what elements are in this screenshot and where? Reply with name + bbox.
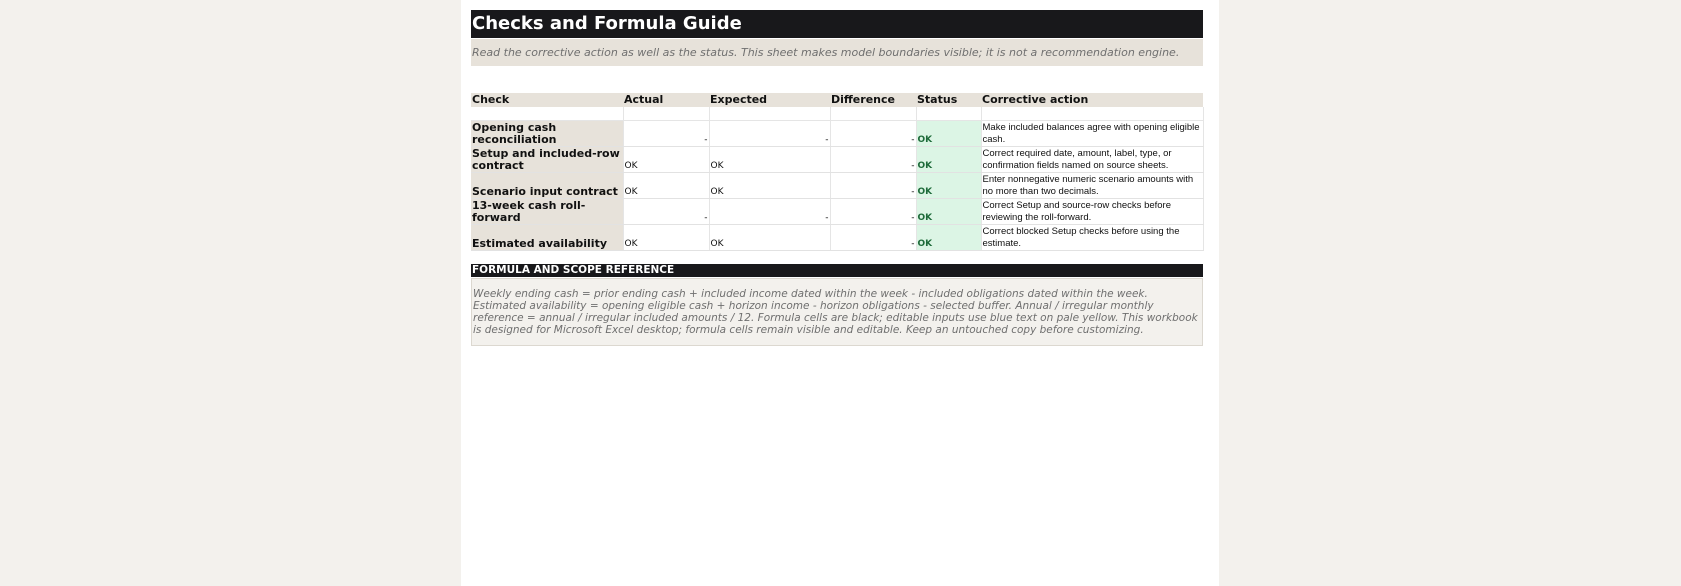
table-row (471, 120, 1203, 146)
check-name-cell[interactable]: Estimated availability (471, 224, 623, 250)
status-cell[interactable]: OK (916, 172, 981, 198)
expected-cell[interactable]: OK (709, 146, 830, 172)
actual-cell[interactable]: OK (623, 146, 709, 172)
status-cell[interactable]: OK (916, 146, 981, 172)
check-name-cell[interactable]: 13-week cash roll-forward (471, 198, 623, 224)
page-subtitle: Read the corrective action as well as the status. This sheet makes model boundaries visible; it is not a recommendation engine. (471, 39, 1203, 66)
difference-cell[interactable]: - (830, 172, 916, 198)
difference-cell[interactable]: - (830, 198, 916, 224)
blank-cell[interactable] (916, 107, 981, 120)
expected-cell[interactable]: OK (709, 172, 830, 198)
corrective-action-cell[interactable]: Enter nonnegative numeric scenario amounts with no more than two decimals. (981, 172, 1203, 198)
check-name-cell[interactable]: Setup and included-row contract (471, 146, 623, 172)
table-row (471, 172, 1203, 198)
status-cell[interactable]: OK (916, 198, 981, 224)
blank-cell[interactable] (471, 107, 623, 120)
difference-cell[interactable]: - (830, 224, 916, 250)
page-title: Checks and Formula Guide (471, 10, 1203, 38)
corrective-action-cell[interactable]: Correct blocked Setup checks before using the estimate. (981, 224, 1203, 250)
difference-cell[interactable]: - (830, 146, 916, 172)
expected-cell[interactable]: OK (709, 224, 830, 250)
table-row (471, 146, 1203, 172)
corrective-action-cell[interactable]: Make included balances agree with opening eligible cash. (981, 120, 1203, 146)
header-check[interactable]: Check (471, 93, 623, 107)
blank-row (471, 107, 1203, 120)
blank-cell[interactable] (623, 107, 709, 120)
difference-cell[interactable]: - (830, 120, 916, 146)
actual-cell[interactable]: OK (623, 224, 709, 250)
actual-cell[interactable]: OK (623, 172, 709, 198)
table-header-row (471, 93, 1203, 107)
status-cell[interactable]: OK (916, 120, 981, 146)
expected-cell[interactable]: - (709, 198, 830, 224)
blank-cell[interactable] (709, 107, 830, 120)
check-name-cell[interactable]: Scenario input contract (471, 172, 623, 198)
actual-cell[interactable]: - (623, 198, 709, 224)
reference-heading: FORMULA AND SCOPE REFERENCE (471, 264, 1203, 277)
header-expected[interactable]: Expected (709, 93, 830, 107)
blank-cell[interactable] (830, 107, 916, 120)
header-difference[interactable]: Difference (830, 93, 916, 107)
blank-cell[interactable] (981, 107, 1203, 120)
table-row (471, 198, 1203, 224)
corrective-action-cell[interactable]: Correct required date, amount, label, type, or confirmation fields named on source sheets. (981, 146, 1203, 172)
worksheet (461, 0, 1219, 586)
table-row (471, 224, 1203, 250)
corrective-action-cell[interactable]: Correct Setup and source-row checks before reviewing the roll-forward. (981, 198, 1203, 224)
status-cell[interactable]: OK (916, 224, 981, 250)
actual-cell[interactable]: - (623, 120, 709, 146)
header-actual[interactable]: Actual (623, 93, 709, 107)
header-status[interactable]: Status (916, 93, 981, 107)
expected-cell[interactable]: - (709, 120, 830, 146)
header-corrective-action[interactable]: Corrective action (981, 93, 1203, 107)
check-name-cell[interactable]: Opening cash reconciliation (471, 120, 623, 146)
checks-table (471, 93, 1204, 251)
reference-text[interactable]: Weekly ending cash = prior ending cash + included income dated within the week - included obligations dated within the week. Estimated availability = opening eligible cash + horizon income - horizon obligations - selected buffer. Annual / irregular monthly reference = annual / irregular included amounts / 12. Formula cells are black; editable inputs use blue text on pale yellow. This workbook is designed for Microsoft Excel desktop; formula cells remain visible and editable. Keep an untouched copy before customizing. (471, 278, 1203, 346)
